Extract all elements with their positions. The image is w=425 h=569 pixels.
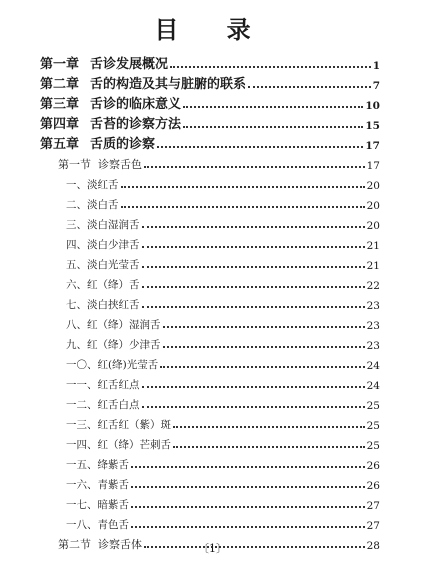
toc-item[interactable] [66,192,380,212]
page-number: 23 [366,340,380,352]
page-number: 22 [366,280,380,292]
toc-item[interactable] [66,392,380,412]
chapter-title: 舌苔的诊察方法 [90,117,182,132]
leader-dots [173,426,365,428]
leader-dots [131,466,365,468]
page-number: 25 [366,440,380,452]
chapter-title: 舌诊发展概况 [90,57,169,72]
item-label: 二、淡白舌 [66,199,119,211]
toc-item[interactable] [66,452,380,472]
toc-item[interactable] [66,352,380,372]
item-label: 一四、红（绛）芒刺舌 [66,439,171,451]
chapter-title: 舌质的诊察 [90,137,156,152]
toc-chapter-3[interactable] [40,92,380,112]
leader-dots [170,66,371,68]
chapter-title: 舌的构造及其与脏腑的联系 [90,77,247,92]
toc-item[interactable] [66,432,380,452]
leader-dots [183,106,363,108]
item-label: 五、淡白光莹舌 [66,259,140,271]
section-number: 第二节 [58,538,91,551]
leader-dots [163,326,365,328]
page-number: 27 [366,520,380,532]
item-label: 一〇、红(绛)光莹舌 [66,359,159,371]
section-title: 诊察舌体 [98,538,142,551]
leader-dots [131,506,365,508]
page-number: 21 [366,260,380,272]
item-label: 一、淡红舌 [66,179,119,191]
leader-dots [142,406,365,408]
leader-dots [121,186,365,188]
toc-item[interactable] [66,492,380,512]
page-number: 17 [365,140,380,152]
leader-dots [160,366,364,368]
item-label: 八、红（绛）湿润舌 [66,319,161,331]
page-number: 23 [366,320,380,332]
page-number: 27 [366,500,380,512]
toc-chapter-5[interactable] [40,132,380,152]
chapter-number: 第三章 [40,97,80,112]
item-label: 一七、暗紫舌 [66,499,129,511]
toc-item[interactable] [66,512,380,532]
toc-item[interactable] [66,252,380,272]
leader-dots [142,266,365,268]
page-number: 21 [366,240,380,252]
toc-section-1[interactable] [58,152,380,172]
leader-dots [144,166,365,168]
section-title: 诊察舌色 [98,158,142,171]
leader-dots [142,306,365,308]
page-number: 20 [366,200,380,212]
page-number: 28 [366,540,380,552]
leader-dots [121,206,365,208]
item-label: 一八、青色舌 [66,519,129,531]
leader-dots [142,286,365,288]
item-label: 七、淡白挟红舌 [66,299,140,311]
item-label: 四、淡白少津舌 [66,239,140,251]
item-label: 一二、红舌白点 [66,399,140,411]
leader-dots [142,386,365,388]
item-label: 一五、绛紫舌 [66,459,129,471]
page-number: 10 [365,100,380,112]
page-number: 20 [366,220,380,232]
toc-item[interactable] [66,232,380,252]
page-number: 23 [366,300,380,312]
leader-dots [131,526,365,528]
leader-dots [183,126,363,128]
page-footer-number: 〔1〕 [198,542,227,555]
page-number: 20 [366,180,380,192]
item-label: 六、红（绛）舌 [66,279,140,291]
leader-dots [157,146,363,148]
item-label: 一一、红舌红点 [66,379,140,391]
chapter-number: 第二章 [40,77,80,92]
chapter-title: 舌诊的临床意义 [90,97,182,112]
toc-item[interactable] [66,172,380,192]
toc-item[interactable] [66,212,380,232]
page-number: 24 [366,360,380,372]
page-title: 目 录 [154,15,271,44]
toc-item[interactable] [66,332,380,352]
page-number: 26 [366,460,380,472]
leader-dots [142,246,365,248]
leader-dots [163,346,365,348]
toc-item[interactable] [66,312,380,332]
page-number: 7 [372,80,380,92]
toc-item[interactable] [66,372,380,392]
leader-dots [131,486,365,488]
item-label: 一六、青紫舌 [66,479,129,491]
page-number: 17 [366,160,380,172]
leader-dots [173,446,365,448]
toc-item[interactable] [66,272,380,292]
toc-chapter-4[interactable] [40,112,380,132]
page-number: 24 [366,380,380,392]
page-number: 1 [372,60,380,72]
section-number: 第一节 [58,158,91,171]
item-label: 一三、红舌红（紫）斑 [66,419,171,431]
item-label: 三、淡白湿润舌 [66,219,140,231]
chapter-number: 第一章 [40,57,80,72]
chapter-number: 第四章 [40,117,80,132]
leader-dots [248,86,371,88]
toc-item[interactable] [66,412,380,432]
toc-item[interactable] [66,292,380,312]
toc-item[interactable] [66,472,380,492]
page-number: 25 [366,420,380,432]
leader-dots [142,226,365,228]
item-label: 九、红（绛）少津舌 [66,339,161,351]
toc-chapter-1[interactable] [40,52,380,72]
toc-chapter-2[interactable] [40,72,380,92]
page-number: 25 [366,400,380,412]
page-number: 26 [366,480,380,492]
chapter-number: 第五章 [40,137,80,152]
page-number: 15 [365,120,380,132]
